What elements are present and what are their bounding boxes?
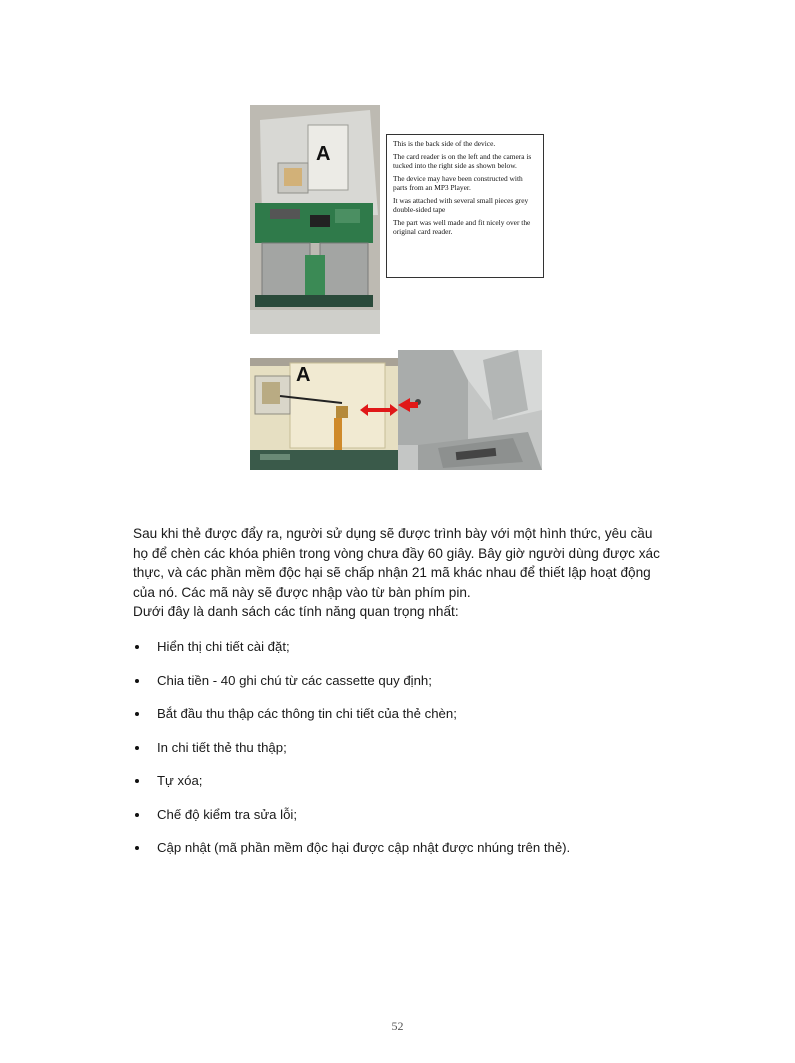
caption-line: The part was well made and fit nicely over the original card reader. [393,218,531,236]
card-reader-illustration [398,350,542,470]
bullet-icon [135,846,139,850]
list-item [133,838,673,872]
paragraph: Sau khi thẻ được đẩy ra, người sử dụng sẽ được trình bày với một hình thức, yêu cầu họ để chèn các khóa phiên trong vòng chưa đầy 60 giây. Bây giờ người dùng được xác thực, và các phần mềm độc hại sẽ chấp nhận 21 mã khác nhau để thiết lập hoạt động của nó. Các mã này sẽ được nhập vào từ bàn phím pin. [133,526,660,600]
device-back-illustration [250,105,380,334]
bullet-icon [135,813,139,817]
caption-line: It was attached with several small pieces grey double-sided tape [393,196,529,214]
list-item [133,637,673,671]
caption-line: The card reader is on the left and the camera is tucked into the right side as shown below. [393,152,532,170]
list-item [133,771,673,805]
bullet-icon [135,746,139,750]
caption-line: This is the back side of the device. [393,139,496,148]
feature-list [133,637,673,872]
list-item-text: Hiển thị chi tiết cài đặt; [157,639,290,654]
camera-closeup-illustration [250,358,398,470]
bullet-icon [135,645,139,649]
device-back-photo [250,105,380,334]
card-reader-photo [398,350,542,470]
bullet-icon [135,712,139,716]
paragraph: Dưới đây là danh sách các tính năng quan trọng nhất: [133,604,459,619]
top-photo-letter: A [316,143,331,165]
list-item [133,738,673,772]
list-item-text: Chế độ kiểm tra sửa lỗi; [157,806,298,822]
list-item [133,671,673,705]
list-item-text: Tự xóa; [157,773,203,788]
photo-caption-box [386,134,544,278]
list-item-text: Chia tiền - 40 ghi chú từ các cassette quy định; [157,672,432,688]
camera-closeup-photo [250,358,398,470]
list-item [133,704,673,738]
page-number: 52 [391,1019,404,1033]
list-item-text: Cập nhật (mã phần mềm độc hại được cập nhật được nhúng trên thẻ). [157,840,571,855]
list-item [133,805,673,839]
list-item-text: Bắt đầu thu thập các thông tin chi tiết của thẻ chèn; [157,706,457,721]
body-text [133,524,663,622]
bullet-icon [135,779,139,783]
list-item-text: In chi tiết thẻ thu thập; [157,739,287,755]
caption-line: The device may have been constructed with parts from an MP3 Player. [393,174,523,192]
bottom-photo-letter: A [296,364,311,386]
bullet-icon [135,679,139,683]
